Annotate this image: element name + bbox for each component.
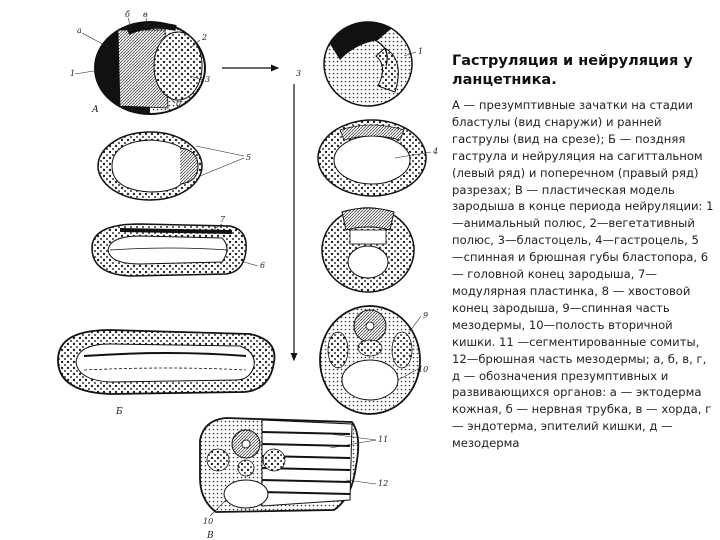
- svg-text:4: 4: [433, 147, 439, 156]
- svg-text:10: 10: [418, 365, 429, 374]
- caption-title: Гаструляция и нейруляция у ланцетника.: [452, 53, 693, 88]
- svg-text:Б: Б: [116, 407, 123, 417]
- svg-text:2: 2: [202, 33, 208, 42]
- late-neurula-transverse: [320, 306, 428, 414]
- neurula-sagittal: [92, 215, 265, 276]
- gastrula-sagittal: [98, 132, 251, 200]
- svg-text:11: 11: [378, 435, 389, 444]
- svg-text:10: 10: [203, 517, 214, 526]
- svg-text:б: б: [125, 10, 130, 19]
- svg-text:В: В: [207, 531, 214, 540]
- svg-text:6: 6: [260, 261, 266, 270]
- svg-text:7: 7: [220, 215, 226, 224]
- svg-text:5: 5: [246, 153, 252, 162]
- svg-text:д: д: [176, 99, 182, 108]
- stage-arrows: [222, 68, 301, 360]
- late-neurula-sagittal: [58, 330, 275, 417]
- svg-text:1: 1: [70, 69, 76, 78]
- svg-text:А: А: [92, 105, 99, 115]
- svg-text:9: 9: [423, 311, 429, 320]
- gastrula-early: [324, 22, 423, 106]
- svg-text:3: 3: [205, 75, 211, 84]
- figure-caption: [452, 52, 714, 452]
- svg-text:в: в: [143, 10, 148, 19]
- svg-text:1: 1: [418, 47, 424, 56]
- caption-body: А — презумптивные зачатки на стадии бластулы (вид снаружи) и ранней гаструлы (вид на срезе); Б — поздняя гаструла и нейруляция на сагиттальном (левый ряд) и поперечном (правый ряд) разрезах; В — пластическая модель зародыша в конце периода нейруляции: 1—анимальный полюс, 2—вегетативный полюс, 3—бластоцель, 4—гастроцель, 5 —спинная и брюшная губы бластопора, 6 — головной конец зародыша, 7— модулярная пластинка, 8 — хвостовой конец зародыша, 9—спинная часть мезодермы, 10—полость вторичной кишки. 11 —сегментированные сомиты, 12—брюшная часть мезодермы; а, б, в, г, д — обозначения презумптивных и развивающихся органов: а — эктодерма кожная, б — нервная трубка, в — хорда, г — эндотерма, эпителий кишки, д — мезодерма: [452, 98, 714, 451]
- plastic-model: [200, 418, 388, 540]
- svg-text:12: 12: [378, 479, 389, 488]
- svg-text:а: а: [77, 26, 82, 35]
- gastrula-transverse: [318, 120, 438, 196]
- neurula-transverse: [322, 208, 414, 292]
- svg-text:3: 3: [296, 69, 302, 78]
- blastula-exterior: [95, 22, 208, 114]
